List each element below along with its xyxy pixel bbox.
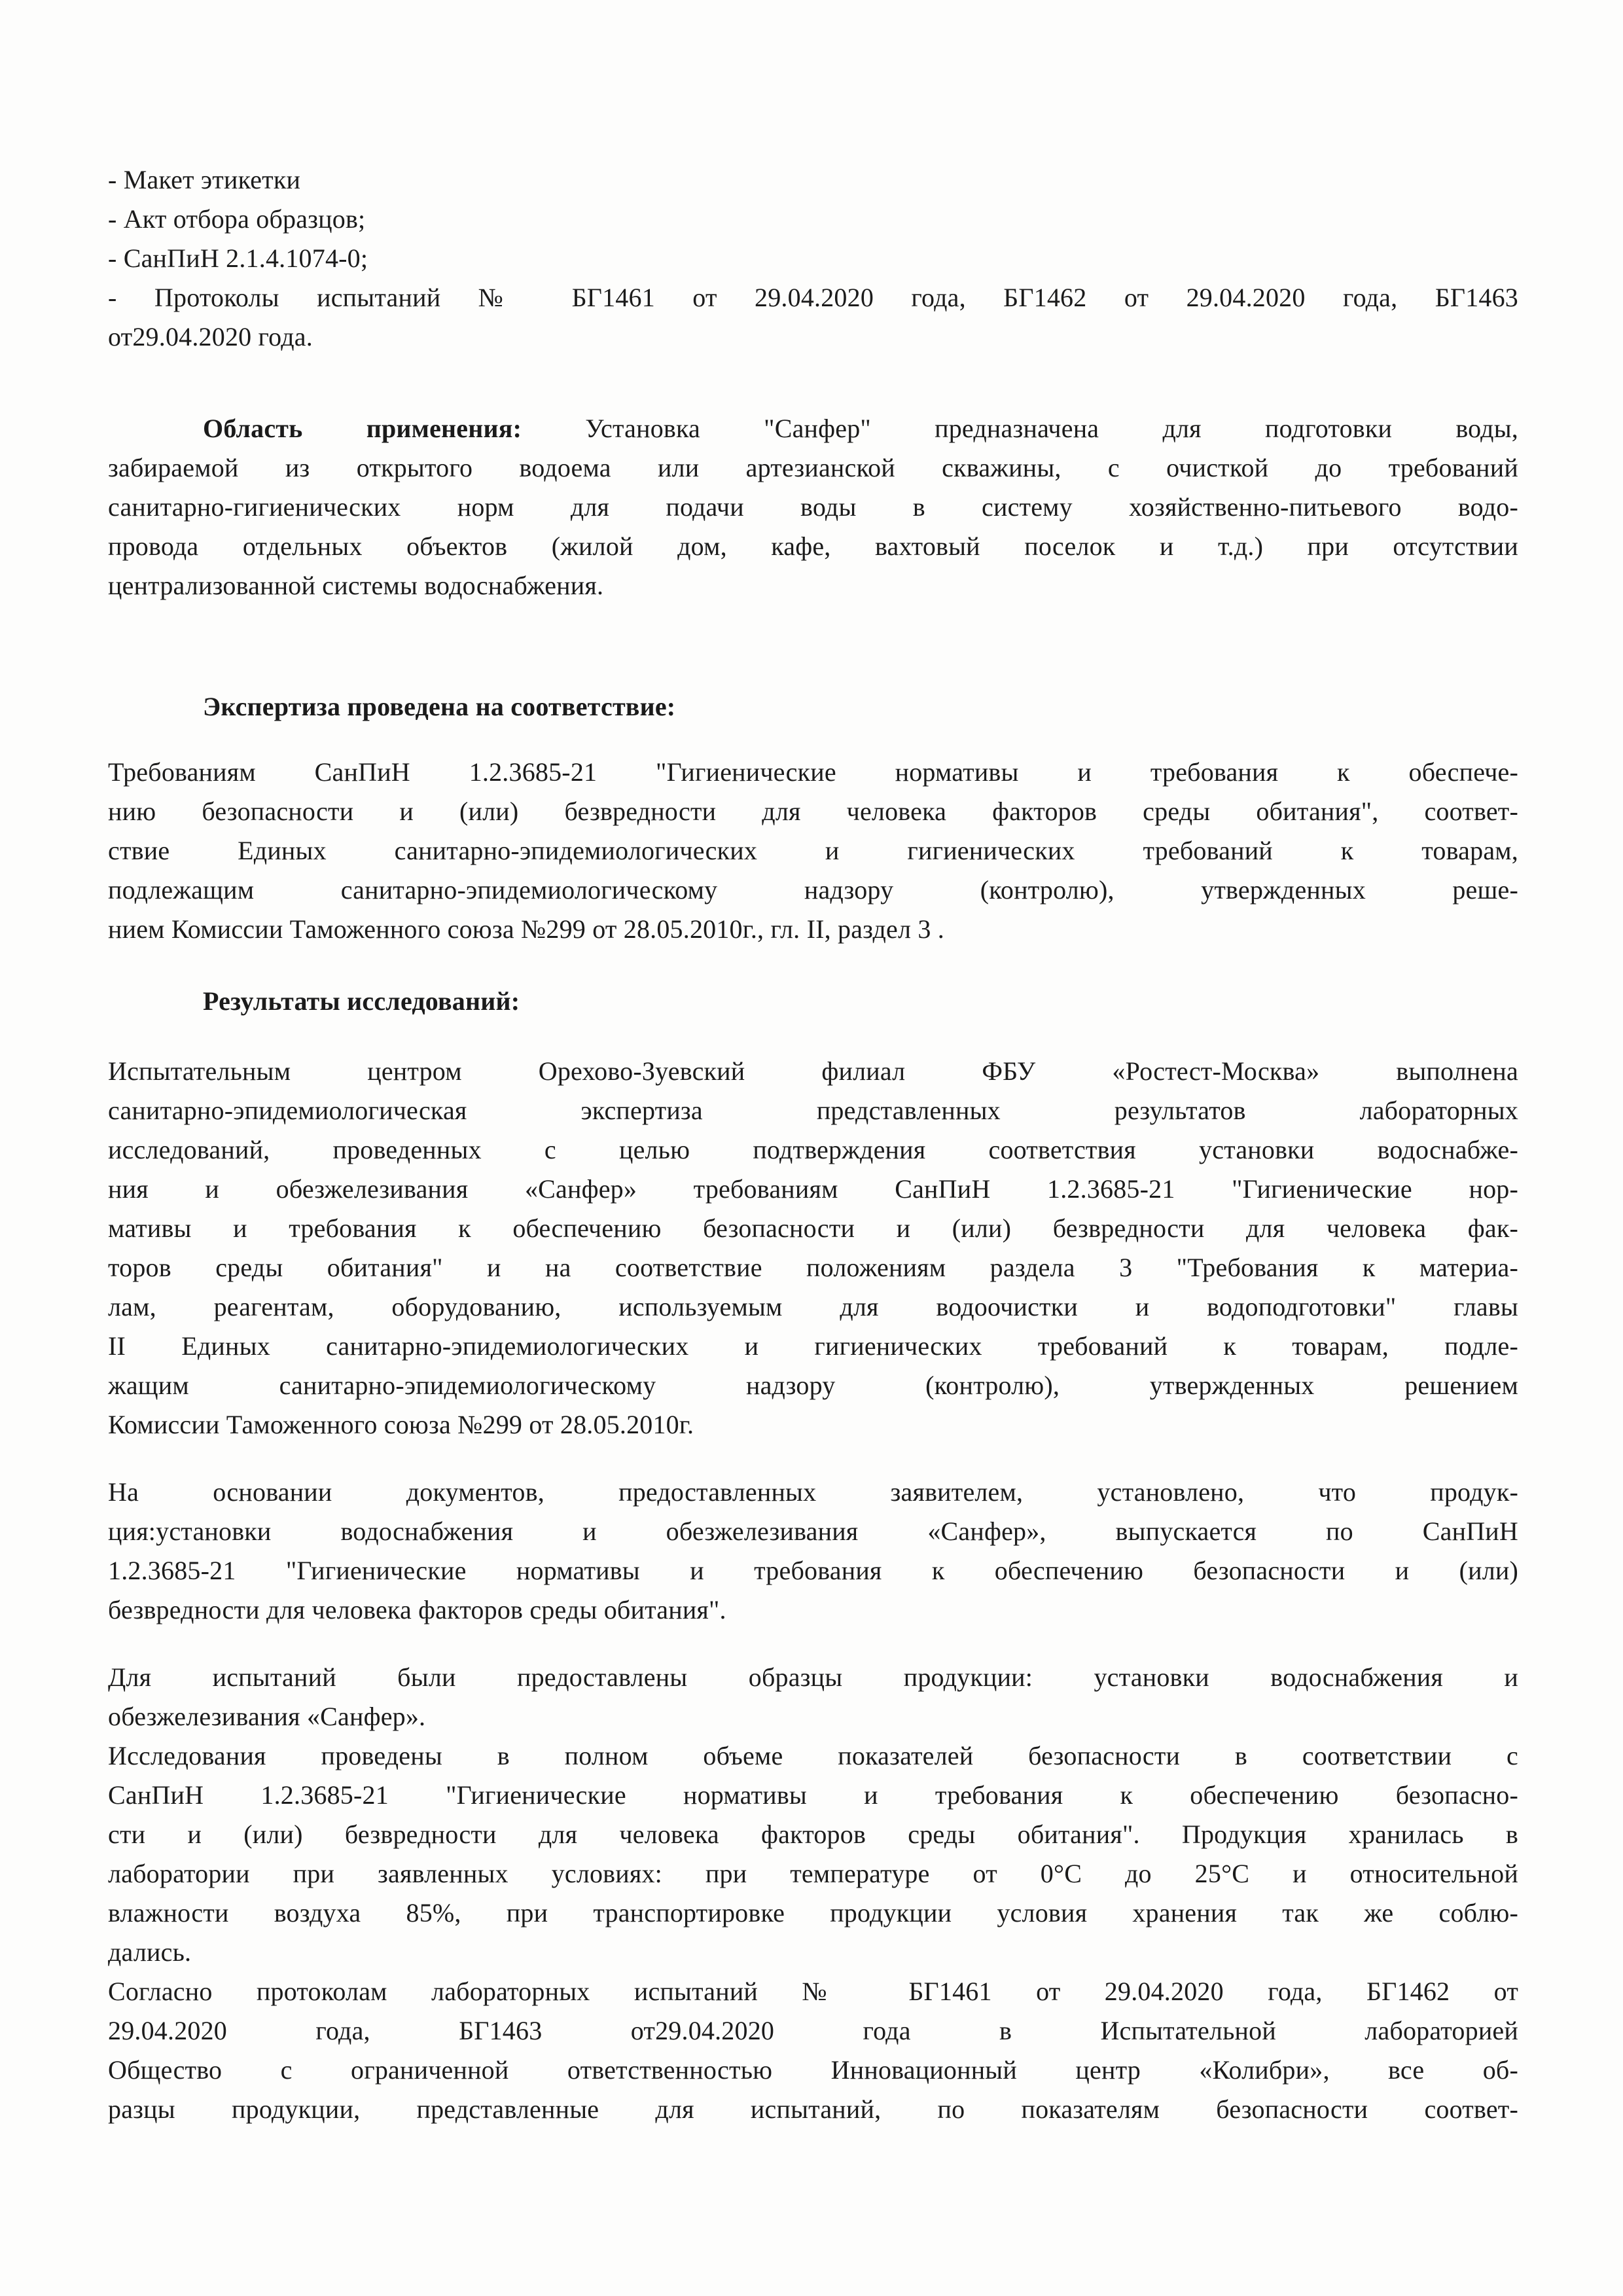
text-line: ция:установки водоснабжения и обезжелезивания «Санфер», выпускается по СанПиН [108, 1516, 1518, 1546]
text-line: Исследования проведены в полном объеме показателей безопасности в соответствии с [108, 1741, 1518, 1770]
text-line: санитарно-гигиенических норм для подачи воды в систему хозяйственно-питьевого водо- [108, 492, 1518, 522]
text-line: торов среды обитания" и на соответствие положениям раздела 3 "Требования к материа- [108, 1253, 1518, 1282]
list-item: - Акт отбора образцов; [108, 204, 366, 234]
results-heading: Результаты исследований: [203, 986, 520, 1016]
text-line: На основании документов, предоставленных заявителем, установлено, что продук- [108, 1477, 1518, 1507]
text-line: Комиссии Таможенного союза №299 от 28.05.2010г. [108, 1410, 694, 1439]
text-line: нию безопасности и (или) безвредности для человека факторов среды обитания", соответ- [108, 797, 1518, 826]
results-paragraph [108, 1052, 1518, 1444]
text-line: безвредности для человека факторов среды обитания". [108, 1595, 726, 1624]
scope-label: Область применения: [203, 414, 522, 443]
text-line: влажности воздуха 85%, при транспортировке продукции условия хранения так же соблю- [108, 1898, 1518, 1928]
list-item-continuation: от29.04.2020 года. [108, 322, 313, 351]
basis-paragraph [108, 1473, 1518, 1630]
text-line: жащим санитарно-эпидемиологическому надзору (контролю), утвержденных решением [108, 1371, 1518, 1400]
scope-paragraph [108, 409, 1518, 605]
samples-paragraph [108, 1658, 1518, 2129]
scope-first-line [108, 409, 1518, 448]
text-line: 1.2.3685-21 "Гигиенические нормативы и требования к обеспечению безопасности и (или) [108, 1556, 1518, 1585]
text-line: II Единых санитарно-эпидемиологических и гигиенических требований к товарам, подле- [108, 1331, 1518, 1361]
text-line: Общество с ограниченной ответственностью Инновационный центр «Колибри», все об- [108, 2055, 1518, 2085]
text-line: ствие Единых санитарно-эпидемиологических и гигиенических требований к товарам, [108, 836, 1518, 865]
text-line: разцы продукции, представленные для испытаний, по показателям безопасности соответ- [108, 2094, 1518, 2124]
list-item: - Протоколы испытаний № БГ1461 от 29.04.2020 года, БГ1462 от 29.04.2020 года, БГ1463 [108, 283, 1518, 312]
text-line: обезжелезивания «Санфер». [108, 1702, 426, 1731]
text-line: 29.04.2020 года, БГ1463 от29.04.2020 года в Испытательной лабораторией [108, 2016, 1518, 2045]
text-line: лам, реагентам, оборудованию, используемым для водоочистки и водоподготовки" главы [108, 1292, 1518, 1321]
text-line: мативы и требования к обеспечению безопасности и (или) безвредности для человека фак- [108, 1213, 1518, 1243]
text-line: нием Комиссии Таможенного союза №299 от 28.05.2010г., гл. II, раздел 3 . [108, 914, 944, 944]
text-line: Требованиям СанПиН 1.2.3685-21 "Гигиенические нормативы и требования к обеспече- [108, 757, 1518, 787]
text-line: исследований, проведенных с целью подтверждения соответствия установки водоснабже- [108, 1135, 1518, 1164]
text-line: дались. [108, 1937, 192, 1967]
text-line: санитарно-эпидемиологическая экспертиза представленных результатов лабораторных [108, 1096, 1518, 1125]
text-line: СанПиН 1.2.3685-21 "Гигиенические нормативы и требования к обеспечению безопасно- [108, 1780, 1518, 1810]
text-line: подлежащим санитарно-эпидемиологическому надзору (контролю), утвержденных реше- [108, 875, 1518, 905]
list-item: - СанПиН 2.1.4.1074-0; [108, 243, 368, 273]
text-line: лаборатории при заявленных условиях: при температуре от 0°С до 25°С и относительной [108, 1859, 1518, 1888]
expertise-heading: Экспертиза проведена на соответствие: [203, 692, 676, 721]
scope-first-line-text: Установка "Санфер" предназначена для подготовки воды, [522, 414, 1519, 443]
text-line: сти и (или) безвредности для человека факторов среды обитания". Продукция хранилась в [108, 1820, 1518, 1849]
text-line: Испытательным центром Орехово-Зуевский филиал ФБУ «Ростест-Москва» выполнена [108, 1056, 1518, 1086]
attachments-list [108, 160, 1518, 357]
text-line: централизованной системы водоснабжения. [108, 571, 604, 600]
list-item: - Макет этикетки [108, 165, 301, 194]
text-line: провода отдельных объектов (жилой дом, кафе, вахтовый поселок и т.д.) при отсутствии [108, 531, 1518, 561]
text-line: Согласно протоколам лабораторных испытаний № БГ1461 от 29.04.2020 года, БГ1462 от [108, 1977, 1518, 2006]
text-line: забираемой из открытого водоема или артезианской скважины, с очисткой до требований [108, 453, 1518, 482]
text-line: ния и обезжелезивания «Санфер» требованиям СанПиН 1.2.3685-21 "Гигиенические нор- [108, 1174, 1518, 1204]
text-line: Для испытаний были предоставлены образцы продукции: установки водоснабжения и [108, 1662, 1518, 1692]
expertise-paragraph [108, 753, 1518, 949]
